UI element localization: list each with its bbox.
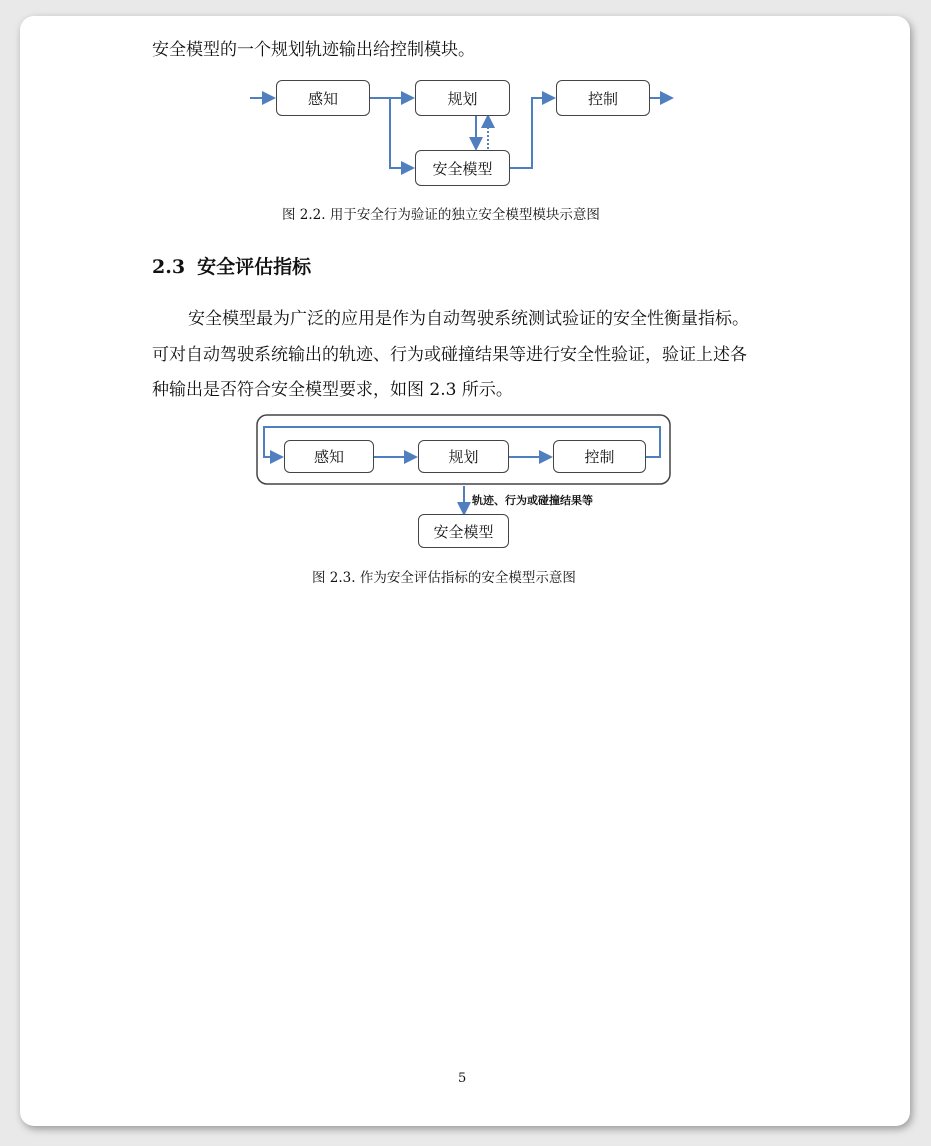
edge-label: 轨迹、行为或碰撞结果等 (472, 494, 593, 507)
node-control-2: 控制 (553, 440, 646, 473)
section-heading (152, 252, 311, 279)
figure-2-2-caption: 图 2.2. 用于安全行为验证的独立安全模型模块示意图 (282, 207, 600, 223)
page-number: 5 (458, 1071, 467, 1086)
intro-text: 安全模型的一个规划轨迹输出给控制模块。 (152, 40, 475, 60)
node-perception: 感知 (276, 80, 370, 116)
safety-to-control-arrow (510, 98, 554, 168)
node-safety-model-2: 安全模型 (418, 514, 509, 548)
figure-2-3 (256, 414, 676, 554)
section-title: 安全评估指标 (197, 256, 312, 278)
node-perception-2: 感知 (284, 440, 374, 473)
document-page (20, 16, 910, 1126)
figure-2-2 (250, 76, 680, 191)
paragraph-line-1: 安全模型最为广泛的应用是作为自动驾驶系统测试验证的安全性衡量指标。 (188, 309, 749, 329)
section-number: 2.3 (152, 256, 186, 278)
paragraph-line-3: 种输出是否符合安全模型要求，如图 2.3 所示。 (152, 380, 513, 400)
node-planning: 规划 (415, 80, 510, 116)
node-safety-model: 安全模型 (415, 150, 510, 186)
paragraph-line-2: 可对自动驾驶系统输出的轨迹、行为或碰撞结果等进行安全性验证，验证上述各 (152, 345, 747, 365)
node-control: 控制 (556, 80, 650, 116)
figure-2-3-caption: 图 2.3. 作为安全评估指标的安全模型示意图 (312, 570, 576, 586)
node-planning-2: 规划 (418, 440, 509, 473)
perception-to-safety-arrow (390, 98, 413, 168)
